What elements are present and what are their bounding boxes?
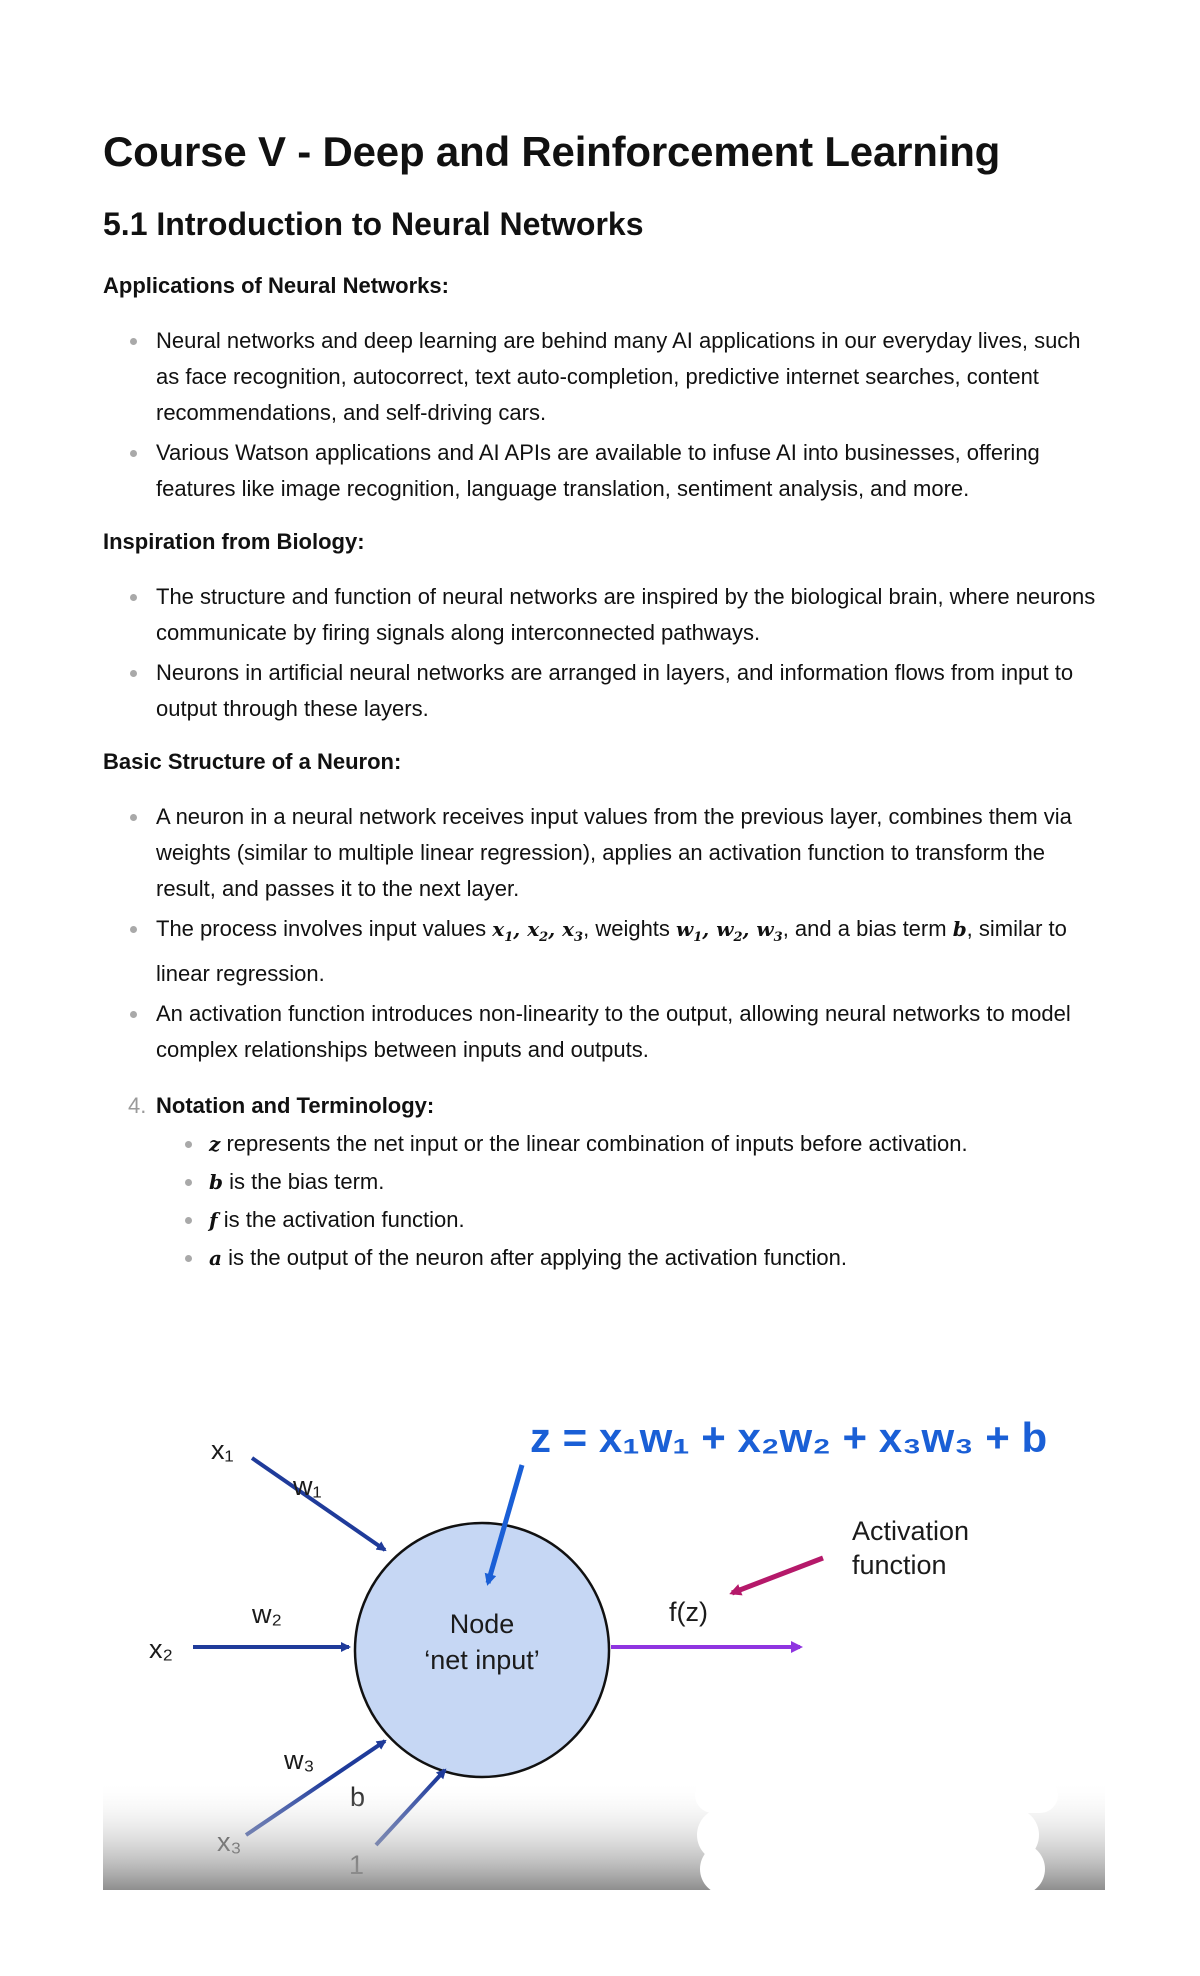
node-sublabel: ‘net input’: [424, 1645, 540, 1675]
activation-sublabel: function: [852, 1550, 947, 1580]
list-item: [103, 911, 1103, 992]
list-item: [156, 1202, 1103, 1238]
overlay-bar: [700, 1843, 1045, 1890]
math-weights: $w_1$, $w_2$, $w_3$: [676, 917, 783, 945]
notation-heading: Notation and Terminology:: [156, 1093, 435, 1118]
weight-w3-label: w₃: [284, 1745, 315, 1775]
math-symbol: f: [209, 1208, 218, 1232]
activation-arrow: [732, 1558, 823, 1593]
list-item: [156, 1126, 1103, 1162]
list-item: Various Watson applications and AI APIs are available to infuse AI into businesses, offering features like image recognition, language translation, sentiment analysis, and more.: [103, 435, 1103, 507]
list-item: Neural networks and deep learning are behind many AI applications in our everyday lives, such as face recognition, autocorrect, text auto-completion, predictive internet searches, content recommendations, and self-driving cars.: [103, 323, 1103, 431]
weight-w2-label: w₂: [252, 1599, 282, 1629]
equation: z = x₁w₁ + x₂w₂ + x₃w₃ + b: [530, 1414, 1048, 1461]
neuron-structure-list: [103, 799, 1103, 1068]
list-item: An activation function introduces non-linearity to the output, allowing neural networks to model complex relationships between inputs and outputs.: [103, 996, 1103, 1068]
list-item: [156, 1240, 1103, 1276]
notation-sublist: [156, 1126, 1103, 1276]
neuron-diagram-svg: [103, 1385, 1105, 1890]
math-inputs: $x_1$, $x_2$, $x_3$: [492, 917, 584, 945]
course-title: Course V - Deep and Reinforcement Learning: [103, 128, 1001, 175]
input-x1-label: x₁: [211, 1435, 234, 1465]
math-bias: b: [952, 917, 967, 941]
neuron-diagram: [103, 1385, 1105, 1890]
list-number: 4.: [128, 1093, 147, 1118]
biology-heading: Inspiration from Biology:: [103, 529, 365, 554]
list-item: Neurons in artificial neural networks are arranged in layers, and information flows from input to output through these layers.: [103, 655, 1103, 727]
neuron-structure-heading: Basic Structure of a Neuron:: [103, 749, 402, 774]
applications-heading: Applications of Neural Networks:: [103, 273, 449, 298]
node-label: Node: [449, 1609, 515, 1639]
text-fragment: , weights: [583, 916, 677, 941]
text-fragment: is the activation function.: [217, 1207, 465, 1232]
math-symbol: b: [209, 1170, 223, 1194]
input-x2-label: x₂: [149, 1634, 173, 1664]
section-title: 5.1 Introduction to Neural Networks: [103, 206, 644, 242]
list-item: A neuron in a neural network receives input values from the previous layer, combines them via weights (similar to multiple linear regression), applies an activation function to transform the result, and passes it to the next layer.: [103, 799, 1103, 907]
math-symbol: a: [209, 1246, 222, 1270]
text-fragment: represents the net input or the linear combination of inputs before activation.: [220, 1131, 968, 1156]
weight-w1-label: w₁: [293, 1471, 322, 1501]
document-page: [103, 125, 1103, 1278]
list-item: The structure and function of neural networks are inspired by the biological brain, where neurons communicate by firing signals along interconnected pathways.: [103, 579, 1103, 651]
math-symbol: z: [209, 1132, 221, 1156]
text-fragment: , and a bias term: [782, 916, 953, 941]
overlay-bar: [695, 1777, 1058, 1813]
applications-list: [103, 323, 1103, 507]
biology-list: [103, 579, 1103, 727]
output-label: f(z): [669, 1597, 708, 1627]
activation-label: Activation: [852, 1516, 970, 1546]
text-fragment: , similar to linear regression.: [156, 916, 1067, 986]
notation-item: [103, 1088, 1103, 1276]
text-fragment: is the output of the neuron after applying the activation function.: [221, 1245, 847, 1270]
text-fragment: is the bias term.: [222, 1169, 385, 1194]
text-fragment: The process involves input values: [156, 916, 493, 941]
notation-list: [103, 1088, 1103, 1276]
list-item: [156, 1164, 1103, 1200]
